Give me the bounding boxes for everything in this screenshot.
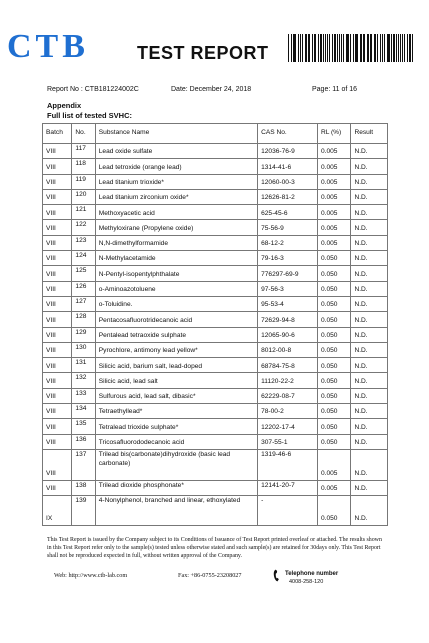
table-row: [43, 251, 388, 266]
number-cell: 135: [72, 419, 95, 434]
table-row: [43, 159, 388, 174]
appendix-heading: Appendix: [47, 101, 82, 110]
batch-cell: VIII: [43, 296, 72, 311]
reporting-limit-cell: 0.050: [317, 358, 350, 373]
cas-number-cell: 97-56-3: [258, 281, 318, 296]
number-cell: 120: [72, 189, 95, 204]
cas-number-cell: 72629-94-8: [258, 312, 318, 327]
number-cell: 130: [72, 342, 95, 357]
substance-name-cell: Methoxyacetic acid: [95, 205, 257, 220]
result-cell: N.D.: [351, 205, 388, 220]
substance-name-cell: Lead titanium trioxide*: [95, 174, 257, 189]
reporting-limit-cell: 0.050: [317, 251, 350, 266]
number-cell: 134: [72, 404, 95, 419]
reporting-limit-cell: 0.005: [317, 174, 350, 189]
substance-name-cell: N,N-dimethylformamide: [95, 235, 257, 250]
result-cell: N.D.: [351, 159, 388, 174]
result-cell: N.D.: [351, 434, 388, 449]
substance-name-cell: Silicic acid, lead salt: [95, 373, 257, 388]
cas-number-cell: 12202-17-4: [258, 419, 318, 434]
number-cell: 121: [72, 205, 95, 220]
batch-cell: VIII: [43, 327, 72, 342]
table-row: [43, 235, 388, 250]
page-number: Page: 11 of 16: [312, 86, 358, 93]
batch-cell: VIII: [43, 189, 72, 204]
table-row: [43, 449, 388, 480]
result-cell: N.D.: [351, 388, 388, 403]
cas-number-cell: 12141-20-7: [258, 480, 318, 495]
substance-name-cell: o-Toluidine.: [95, 296, 257, 311]
svhc-table: [42, 123, 388, 526]
table-row: [43, 296, 388, 311]
batch-cell: VIII: [43, 342, 72, 357]
batch-cell: VIII: [43, 144, 72, 159]
number-cell: 129: [72, 327, 95, 342]
cas-number-cell: 62229-08-7: [258, 388, 318, 403]
reporting-limit-cell: 0.050: [317, 312, 350, 327]
batch-cell: VIII: [43, 388, 72, 403]
number-cell: 136: [72, 434, 95, 449]
appendix-subheading: Full list of tested SVHC:: [47, 111, 133, 120]
table-header-row: [43, 124, 388, 144]
substance-name-cell: N-Pentyl-isopentylphthalate: [95, 266, 257, 281]
result-cell: N.D.: [351, 281, 388, 296]
result-cell: N.D.: [351, 373, 388, 388]
table-row: [43, 358, 388, 373]
batch-cell: VIII: [43, 266, 72, 281]
reporting-limit-cell: 0.050: [317, 296, 350, 311]
batch-cell: VIII: [43, 281, 72, 296]
company-logo: CTB: [7, 28, 89, 65]
cas-number-cell: 776297-69-9: [258, 266, 318, 281]
cas-number-cell: 78-00-2: [258, 404, 318, 419]
result-cell: N.D.: [351, 312, 388, 327]
result-cell: N.D.: [351, 404, 388, 419]
table-row: [43, 373, 388, 388]
number-cell: 124: [72, 251, 95, 266]
column-header-result: Result: [351, 124, 388, 144]
column-header-cas: CAS No.: [258, 124, 318, 144]
result-cell: N.D.: [351, 342, 388, 357]
number-cell: 127: [72, 296, 95, 311]
batch-cell: VIII: [43, 480, 72, 495]
substance-name-cell: Pyrochlore, antimony lead yellow*: [95, 342, 257, 357]
result-cell: N.D.: [351, 251, 388, 266]
website-text: Web: http://www.ctb-lab.com: [54, 572, 128, 579]
batch-cell: VIII: [43, 159, 72, 174]
table-row: [43, 419, 388, 434]
cas-number-cell: 1314-41-6: [258, 159, 318, 174]
telephone-number: 4008-258-120: [289, 579, 324, 585]
batch-cell: VIII: [43, 312, 72, 327]
substance-name-cell: Tetraethyllead*: [95, 404, 257, 419]
barcode-image: [288, 34, 414, 62]
report-date: Date: December 24, 2018: [171, 86, 252, 93]
substance-name-cell: Tricosafluorododecanoic acid: [95, 434, 257, 449]
number-cell: 119: [72, 174, 95, 189]
reporting-limit-cell: 0.005: [317, 480, 350, 495]
number-cell: 126: [72, 281, 95, 296]
number-cell: 125: [72, 266, 95, 281]
number-cell: 139: [72, 496, 95, 526]
substance-name-cell: Lead tetroxide (orange lead): [95, 159, 257, 174]
substance-name-cell: N-Methylacetamide: [95, 251, 257, 266]
substance-name-cell: Silicic acid, barium salt, lead-doped: [95, 358, 257, 373]
substance-name-cell: Sulfurous acid, lead salt, dibasic*: [95, 388, 257, 403]
table-row: [43, 388, 388, 403]
table-row: [43, 205, 388, 220]
substance-name-cell: Trilead dioxide phosphonate*: [95, 480, 257, 495]
cas-number-cell: 8012-00-8: [258, 342, 318, 357]
reporting-limit-cell: 0.050: [317, 342, 350, 357]
cas-number-cell: 12036-76-9: [258, 144, 318, 159]
substance-name-cell: Pentacosafluorotridecanoic acid: [95, 312, 257, 327]
cas-number-cell: 625-45-6: [258, 205, 318, 220]
batch-cell: VIII: [43, 251, 72, 266]
table-row: [43, 189, 388, 204]
number-cell: 138: [72, 480, 95, 495]
column-header-no: No.: [72, 124, 95, 144]
cas-number-cell: 12060-00-3: [258, 174, 318, 189]
number-cell: 118: [72, 159, 95, 174]
cas-number-cell: 68784-75-8: [258, 358, 318, 373]
result-cell: N.D.: [351, 496, 388, 526]
substance-name-cell: Trilead bis(carbonate)dihydroxide (basic lead carbonate): [95, 449, 257, 480]
reporting-limit-cell: 0.005: [317, 220, 350, 235]
table-row: [43, 174, 388, 189]
result-cell: N.D.: [351, 266, 388, 281]
fax-text: Fax: +86-0755-23208027: [178, 572, 242, 579]
reporting-limit-cell: 0.050: [317, 496, 350, 526]
batch-cell: VIII: [43, 220, 72, 235]
reporting-limit-cell: 0.005: [317, 189, 350, 204]
reporting-limit-cell: 0.050: [317, 327, 350, 342]
substance-name-cell: Pentalead tetraoxide sulphate: [95, 327, 257, 342]
result-cell: N.D.: [351, 419, 388, 434]
result-cell: N.D.: [351, 449, 388, 480]
reporting-limit-cell: 0.050: [317, 434, 350, 449]
substance-name-cell: Methyloxirane (Propylene oxide): [95, 220, 257, 235]
cas-number-cell: 11120-22-2: [258, 373, 318, 388]
table-row: [43, 434, 388, 449]
result-cell: N.D.: [351, 189, 388, 204]
column-header-batch: Batch: [43, 124, 72, 144]
telephone-label: Telephone number: [285, 571, 339, 577]
report-number: Report No : CTB181224002C: [47, 86, 139, 93]
disclaimer-text: This Test Report is issued by the Company subject to its Conditions of Issuance of Test Report printed overleaf or attached. The results shown in this Test Report refer only to the sample(s) tested unless otherwise stated and such sample(s) are retained for 30days only. This Test Report shall not be reproduced expected in full, without written approval of the Company.: [47, 537, 382, 559]
cas-number-cell: 12626-81-2: [258, 189, 318, 204]
substance-name-cell: o-Aminoazotoluene: [95, 281, 257, 296]
table-row: [43, 342, 388, 357]
reporting-limit-cell: 0.005: [317, 144, 350, 159]
reporting-limit-cell: 0.005: [317, 449, 350, 480]
reporting-limit-cell: 0.005: [317, 159, 350, 174]
reporting-limit-cell: 0.005: [317, 235, 350, 250]
batch-cell: VIII: [43, 174, 72, 189]
result-cell: N.D.: [351, 296, 388, 311]
substance-name-cell: Tetralead trioxide sulphate*: [95, 419, 257, 434]
number-cell: 117: [72, 144, 95, 159]
cas-number-cell: 12065-90-6: [258, 327, 318, 342]
result-cell: N.D.: [351, 220, 388, 235]
table-row: [43, 281, 388, 296]
substance-name-cell: Lead oxide sulfate: [95, 144, 257, 159]
batch-cell: VIII: [43, 373, 72, 388]
table-row: [43, 220, 388, 235]
batch-cell: VIII: [43, 449, 72, 480]
batch-cell: IX: [43, 496, 72, 526]
batch-cell: VIII: [43, 419, 72, 434]
result-cell: N.D.: [351, 174, 388, 189]
cas-number-cell: 75-56-9: [258, 220, 318, 235]
table-row: [43, 327, 388, 342]
table-row: [43, 480, 388, 495]
reporting-limit-cell: 0.050: [317, 373, 350, 388]
table-row: [43, 404, 388, 419]
column-header-substance: Substance Name: [95, 124, 257, 144]
batch-cell: VIII: [43, 205, 72, 220]
reporting-limit-cell: 0.050: [317, 388, 350, 403]
substance-name-cell: Lead titanium zirconium oxide*: [95, 189, 257, 204]
cas-number-cell: 68-12-2: [258, 235, 318, 250]
cas-number-cell: 95-53-4: [258, 296, 318, 311]
cas-number-cell: 307-55-1: [258, 434, 318, 449]
number-cell: 133: [72, 388, 95, 403]
phone-icon: [273, 569, 282, 582]
result-cell: N.D.: [351, 358, 388, 373]
number-cell: 137: [72, 449, 95, 480]
batch-cell: VIII: [43, 404, 72, 419]
number-cell: 128: [72, 312, 95, 327]
cas-number-cell: 1319-46-6: [258, 449, 318, 480]
batch-cell: VIII: [43, 434, 72, 449]
reporting-limit-cell: 0.050: [317, 419, 350, 434]
result-cell: N.D.: [351, 235, 388, 250]
batch-cell: VIII: [43, 235, 72, 250]
number-cell: 131: [72, 358, 95, 373]
reporting-limit-cell: 0.050: [317, 281, 350, 296]
report-title: TEST REPORT: [137, 43, 269, 63]
table-row: [43, 266, 388, 281]
reporting-limit-cell: 0.050: [317, 266, 350, 281]
result-cell: N.D.: [351, 327, 388, 342]
number-cell: 132: [72, 373, 95, 388]
table-row: [43, 312, 388, 327]
batch-cell: VIII: [43, 358, 72, 373]
cas-number-cell: 79-16-3: [258, 251, 318, 266]
result-cell: N.D.: [351, 480, 388, 495]
substance-name-cell: 4-Nonylphenol, branched and linear, ethoxylated: [95, 496, 257, 526]
reporting-limit-cell: 0.005: [317, 205, 350, 220]
number-cell: 123: [72, 235, 95, 250]
reporting-limit-cell: 0.050: [317, 404, 350, 419]
table-row: [43, 144, 388, 159]
column-header-rl: RL (%): [317, 124, 350, 144]
cas-number-cell: -: [258, 496, 318, 526]
table-row: [43, 496, 388, 526]
result-cell: N.D.: [351, 144, 388, 159]
number-cell: 122: [72, 220, 95, 235]
